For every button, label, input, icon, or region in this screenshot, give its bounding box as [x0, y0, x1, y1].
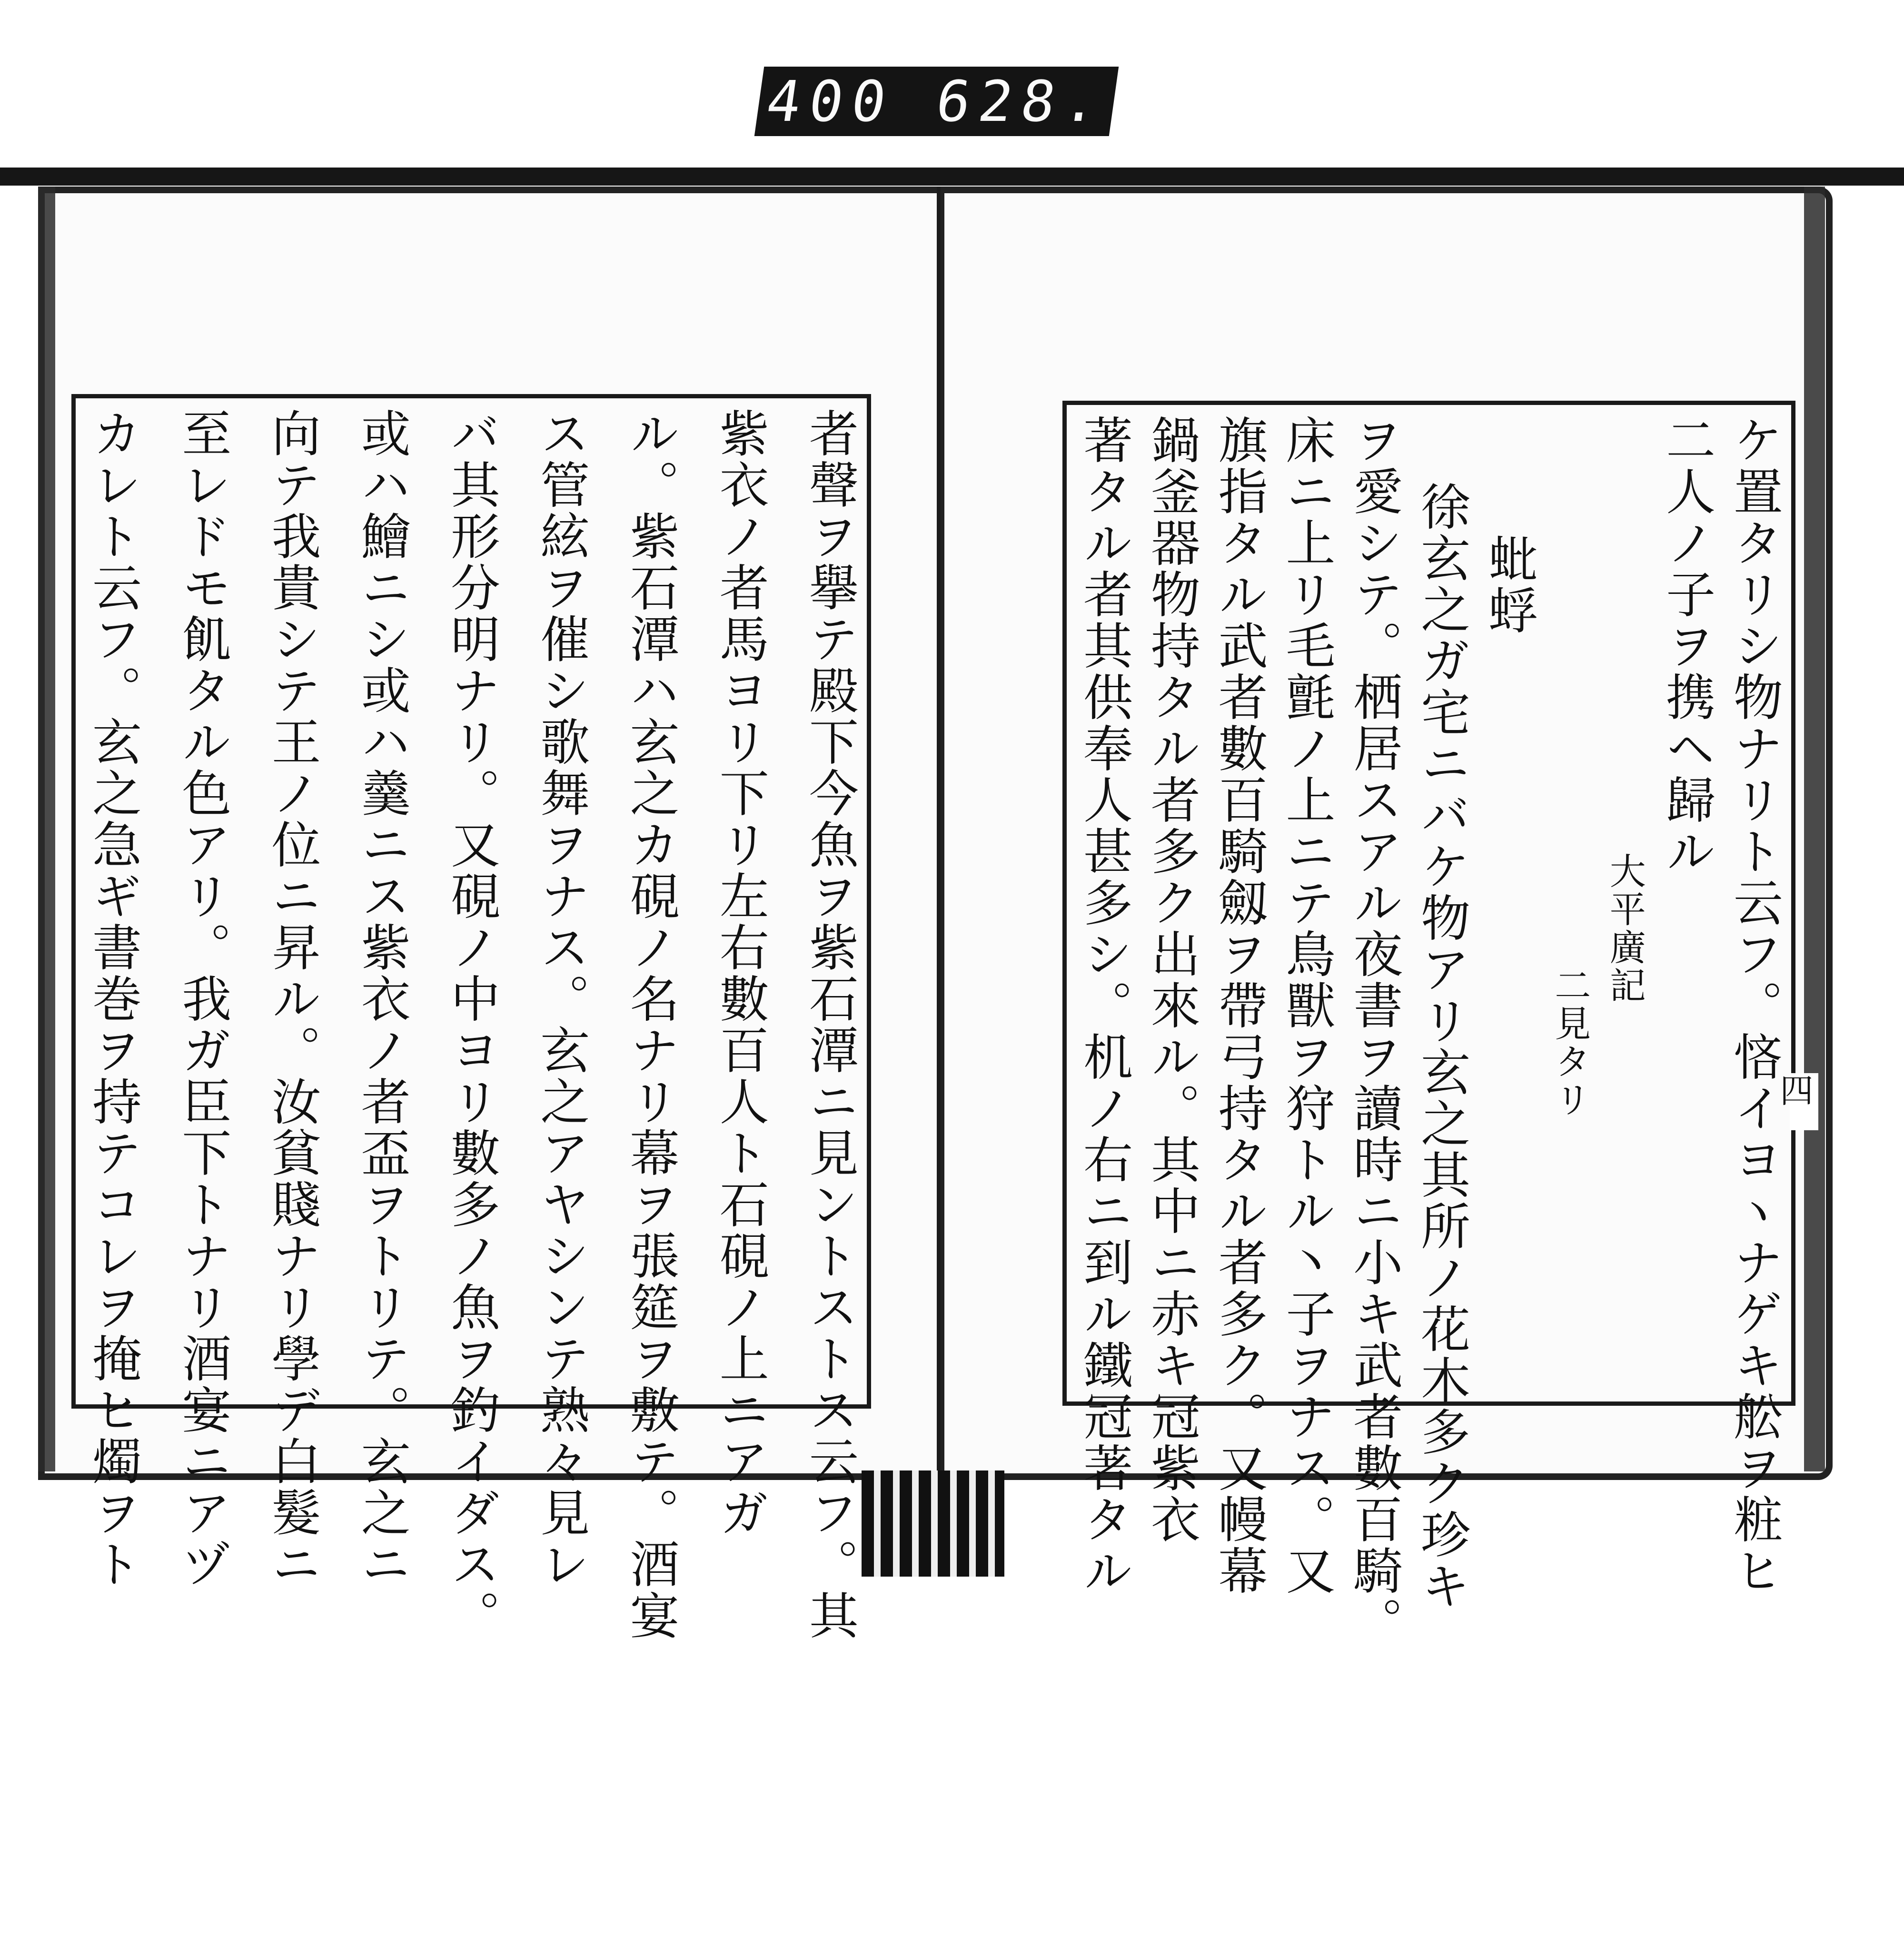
right-col-11: 著タル者其供奉人甚多シ。机ノ右ニ到ル鐵冠著タル: [1075, 414, 1133, 1597]
right-col-1: ケ置タリシ物ナリト云フ。悋イヨヽナゲキ舩ヲ粧ヒ: [1725, 414, 1783, 1597]
right-page-edge: [1804, 187, 1825, 1471]
scan-number-label: 400 628.: [754, 67, 1119, 136]
right-col-heading: 蚍蜉: [1479, 533, 1538, 636]
binding-tail: [862, 1470, 1004, 1577]
left-col-9: カレト云フ。玄之急ギ書巻ヲ持テコレヲ掩ヒ燭ヲト: [84, 408, 142, 1590]
left-text-frame: [71, 394, 871, 1641]
right-col-6: 徐玄之ガ宅ニバケ物アリ玄之其所ノ花木多ク珍キ: [1412, 481, 1471, 1612]
right-col-7: ヲ愛シテ。栖居スアル夜書ヲ讀時ニ小キ武者數百騎。: [1345, 414, 1403, 1648]
left-col-2: 紫衣ノ者馬ヨリ下リ左右數百人ト石硯ノ上ニアガ: [711, 408, 769, 1539]
left-page-edge: [38, 187, 55, 1471]
left-col-3: ル。紫石潭ハ玄之カ硯ノ名ナリ幕ヲ張筵ヲ敷テ。酒宴: [621, 408, 680, 1641]
book-spine: [937, 187, 941, 1577]
left-col-8: 至レドモ飢タル色アリ。我ガ臣下トナリ酒宴ニアヅ: [173, 408, 232, 1590]
page-folio: 四: [1790, 1073, 1818, 1130]
left-col-7: 向テ我貴シテ王ノ位ニ昇ル。汝貧賤ナリ學デ白髮ニ: [263, 408, 321, 1590]
right-col-8: 床ニ上リ毛氈ノ上ニテ鳥獸ヲ狩トル丶子ヲナス。又: [1277, 414, 1336, 1597]
right-col-9: 旗指タル武者數百騎劔ヲ帶弓持タル者多ク。又幔幕: [1210, 414, 1268, 1597]
scanner-top-bar: [0, 168, 1904, 186]
left-col-4: ス管絃ヲ催シ歌舞ヲナス。玄之アヤシンテ熟々見レ: [532, 408, 590, 1590]
left-col-1: 者聲ヲ擧テ殿下今魚ヲ紫石潭ニ見ントストス云フ。其: [801, 408, 859, 1641]
left-col-6: 或ハ鱠ニシ或ハ羹ニス紫衣ノ者盃ヲトリテ。玄之ニ: [352, 408, 411, 1590]
right-col-2: 二人ノ子ヲ携ヘ歸ル: [1657, 414, 1716, 877]
right-col-10: 鍋釜器物持タル者多ク出來ル。其中ニ赤キ冠紫衣: [1142, 414, 1200, 1545]
right-col-source-note: 二見タリ: [1548, 967, 1591, 1119]
right-col-source: 大平廣記: [1604, 852, 1646, 1005]
right-text-frame: [1062, 401, 1795, 1648]
left-col-5: バ其形分明ナリ。又硯ノ中ヨリ數多ノ魚ヲ釣イダス。: [442, 408, 500, 1641]
